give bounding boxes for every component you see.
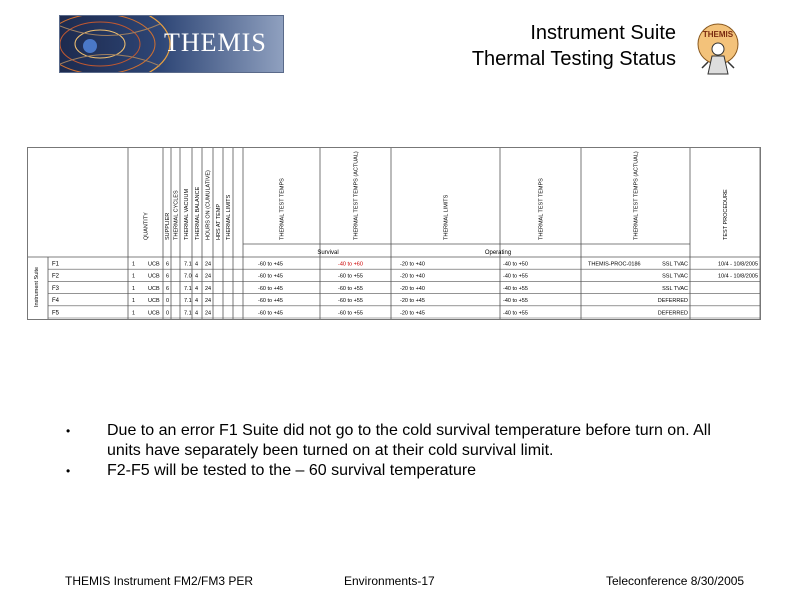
table-cell: -60 to +45	[258, 261, 283, 268]
table-cell: -60 to +45	[258, 310, 283, 317]
table-cell: -20 to +40	[400, 285, 425, 292]
table-cell: UCB	[148, 310, 160, 317]
column-header: THERMAL LIMITS	[226, 194, 232, 240]
table-cell: UCB	[148, 273, 160, 280]
themis-logo	[59, 15, 284, 73]
themis-mascot-icon	[694, 22, 742, 78]
column-header: TEST PROCEDURE	[723, 189, 729, 240]
table-cell: 7.1	[184, 298, 192, 305]
title-line-1: Instrument Suite	[530, 22, 676, 44]
table-cell: DEFERRED	[657, 298, 688, 305]
table-cell: -60 to +55	[338, 298, 363, 305]
bullet-item	[58, 461, 738, 481]
row-id: F5	[52, 310, 60, 317]
table-cell: 0	[166, 298, 170, 305]
thermal-status-table	[27, 147, 761, 320]
mascot-text: THEMIS	[702, 30, 734, 39]
table-cell: 1	[132, 310, 136, 317]
table-cell: -40 to +55	[503, 285, 528, 292]
column-header: HOURS ON (CUMULATIVE)	[205, 170, 212, 240]
table-cell: UCB	[148, 261, 160, 268]
column-header: THERMAL LIMITS	[443, 194, 450, 240]
table-cell: SSL TVAC	[662, 285, 688, 292]
column-header: THERMAL TEST TEMPS	[279, 178, 286, 240]
logo-text: THEMIS	[164, 28, 267, 57]
table-cell: -20 to +40	[400, 261, 425, 268]
footer-middle: Environments-17	[344, 574, 435, 588]
group-label-operating: Operating	[484, 250, 512, 256]
table-cell: -20 to +45	[400, 310, 425, 317]
table-cell: -20 to +40	[400, 273, 425, 280]
column-header: THERMAL TEST TEMPS (ACTUAL)	[353, 151, 360, 240]
footer-left: THEMIS Instrument FM2/FM3 PER	[65, 574, 254, 588]
table-cell: -60 to +55	[338, 285, 363, 292]
table-cell: 10/4 - 10/8/2005	[717, 273, 758, 280]
table-cell: 4	[195, 298, 199, 305]
bullet-dot: •	[66, 424, 71, 438]
table-cell: -40 to +60	[338, 261, 363, 268]
table-cell: 0	[166, 310, 170, 317]
table-cell: -40 to +55	[503, 310, 528, 317]
table-cell: 1	[132, 298, 136, 305]
table-cell: 1	[132, 273, 136, 280]
row-id: F4	[52, 298, 60, 305]
table-cell: THEMIS-PROC-0186	[588, 261, 641, 268]
table-cell: 10/4 - 10/8/2005	[717, 261, 758, 268]
column-header: QUANTITY	[143, 212, 150, 240]
table-cell: 7.0	[184, 273, 192, 280]
column-header: HRS AT TEMP	[216, 203, 222, 240]
table-cell: 7.1	[184, 310, 192, 317]
table-cell: 1	[132, 285, 136, 292]
table-cell: -60 to +55	[338, 273, 363, 280]
table-cell: -60 to +45	[258, 273, 283, 280]
group-label-survival: Survival	[317, 250, 339, 256]
column-header: THERMAL BALANCE	[195, 186, 201, 240]
table-cell: -20 to +45	[400, 298, 425, 305]
table-cell: SSL TVAC	[662, 273, 688, 280]
table-cell: -40 to +55	[503, 298, 528, 305]
table-cell: -40 to +50	[503, 261, 528, 268]
table-cell: UCB	[148, 285, 160, 292]
table-cell: 4	[195, 273, 199, 280]
bullet-list	[58, 421, 738, 481]
table-cell: UCB	[148, 298, 160, 305]
bullet-item	[58, 421, 738, 461]
bullet-text: Due to an error F1 Suite did not go to the cold survival temperature before turn on. All units have separately been turned on at their cold survival limit.	[107, 422, 711, 459]
row-group-label: Instrument Suite	[34, 266, 40, 308]
bullet-text: F2-F5 will be tested to the – 60 survival temperature	[107, 462, 477, 479]
row-id: F1	[52, 261, 60, 268]
table-cell: 24	[205, 310, 212, 317]
title-line-2: Thermal Testing Status	[471, 48, 676, 70]
table-cell: 24	[205, 285, 212, 292]
page-title	[472, 20, 676, 72]
table-cell: 6	[166, 285, 170, 292]
footer-right: Teleconference 8/30/2005	[606, 574, 745, 588]
table-cell: 4	[195, 261, 199, 268]
table-cell: 1	[132, 261, 136, 268]
bullet-dot: •	[66, 464, 71, 478]
table-cell: 24	[205, 261, 212, 268]
column-header: THERMAL VACUUM	[184, 188, 190, 240]
table-cell: -60 to +45	[258, 285, 283, 292]
column-header: SUPPLIER	[165, 212, 171, 240]
table-cell: -40 to +55	[503, 273, 528, 280]
table-grid	[28, 148, 760, 319]
table-cell: 24	[205, 273, 212, 280]
column-header: THERMAL TEST TEMPS	[538, 178, 545, 240]
table-cell: SSL TVAC	[662, 261, 688, 268]
row-id: F3	[52, 285, 60, 292]
table-cell: 4	[195, 285, 199, 292]
table-cell: -60 to +45	[258, 298, 283, 305]
table-cell: 6	[166, 273, 170, 280]
row-id: F2	[52, 273, 60, 280]
table-cell: 6	[166, 261, 170, 268]
table-cell: 24	[205, 298, 212, 305]
table-cell: -60 to +55	[338, 310, 363, 317]
column-header: THERMAL TEST TEMPS (ACTUAL)	[633, 151, 640, 240]
column-header: THERMAL CYCLES	[173, 190, 180, 240]
table-cell: 4	[195, 310, 199, 317]
table-cell: 7.1	[184, 285, 192, 292]
table-cell: 7.1	[184, 261, 192, 268]
table-cell: DEFERRED	[657, 310, 688, 317]
